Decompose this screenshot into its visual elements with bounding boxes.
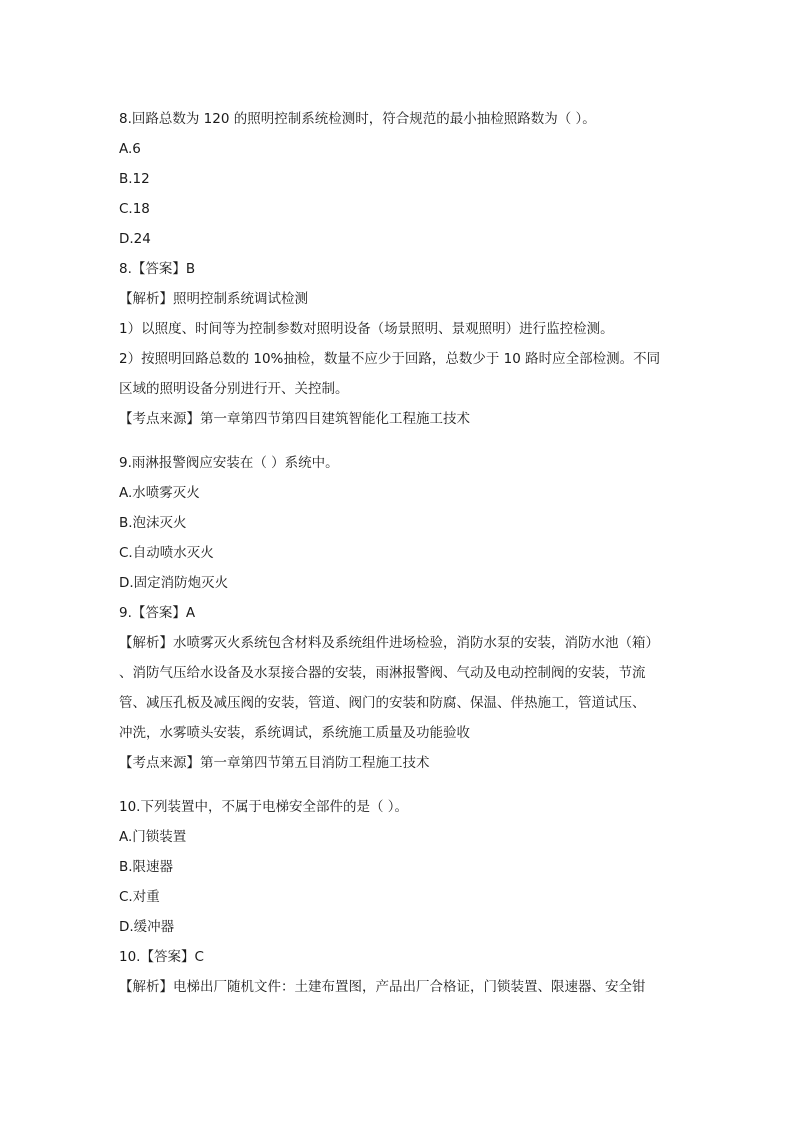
analysis-line: 冲洗，水雾喷头安装，系统调试，系统施工质量及功能验收 (119, 725, 470, 741)
option-b: B.限速器 (119, 859, 174, 875)
option-a: A.门锁装置 (119, 829, 187, 845)
question-stem: 8.回路总数为 120 的照明控制系统检测时，符合规范的最小抽检照路数为（ ）。 (119, 111, 596, 127)
source-line: 【考点来源】第一章第四节第五目消防工程施工技术 (119, 755, 430, 771)
option-c: C.18 (119, 201, 150, 217)
analysis-line: 区域的照明设备分别进行开、关控制。 (119, 381, 349, 397)
option-b: B.泡沫灭火 (119, 515, 187, 531)
option-c: C.自动喷水灭火 (119, 545, 214, 561)
question-stem: 10.下列装置中，不属于电梯安全部件的是（ ）。 (119, 799, 409, 815)
question-10 (119, 792, 676, 1002)
question-stem: 9.雨淋报警阀应安装在（ ）系统中。 (119, 455, 339, 471)
option-d: D.缓冲器 (119, 919, 175, 935)
spacer (119, 778, 676, 792)
option-b: B.12 (119, 171, 150, 187)
analysis-line: 1）以照度、时间等为控制参数对照明设备（场景照明、景观照明）进行监控检测。 (119, 321, 614, 337)
question-9 (119, 448, 676, 778)
option-a: A.6 (119, 141, 141, 157)
analysis-line: 【解析】水喷雾灭火系统包含材料及系统组件进场检验，消防水泵的安装，消防水池（箱） (119, 635, 659, 651)
analysis-line: 、消防气压给水设备及水泵接合器的安装，雨淋报警阀、气动及电动控制阀的安装，节流 (119, 665, 646, 681)
analysis-line: 【解析】照明控制系统调试检测 (119, 291, 308, 307)
source-line: 【考点来源】第一章第四节第四目建筑智能化工程施工技术 (119, 411, 470, 427)
option-a: A.水喷雾灭火 (119, 485, 200, 501)
analysis-line: 管、减压孔板及减压阀的安装，管道、阀门的安装和防腐、保温、伴热施工，管道试压、 (119, 695, 646, 711)
question-8 (119, 104, 676, 434)
answer-line: 8.【答案】B (119, 261, 196, 277)
analysis-line: 【解析】电梯出厂随机文件：土建布置图，产品出厂合格证，门锁装置、限速器、安全钳 (119, 979, 646, 995)
option-c: C.对重 (119, 889, 160, 905)
option-d: D.固定消防炮灭火 (119, 575, 229, 591)
answer-line: 10.【答案】C (119, 949, 204, 965)
answer-line: 9.【答案】A (119, 605, 196, 621)
option-d: D.24 (119, 231, 151, 247)
analysis-line: 2）按照明回路总数的 10%抽检，数量不应少于回路，总数少于 10 路时应全部检测。不同 (119, 351, 661, 367)
spacer (119, 434, 676, 448)
